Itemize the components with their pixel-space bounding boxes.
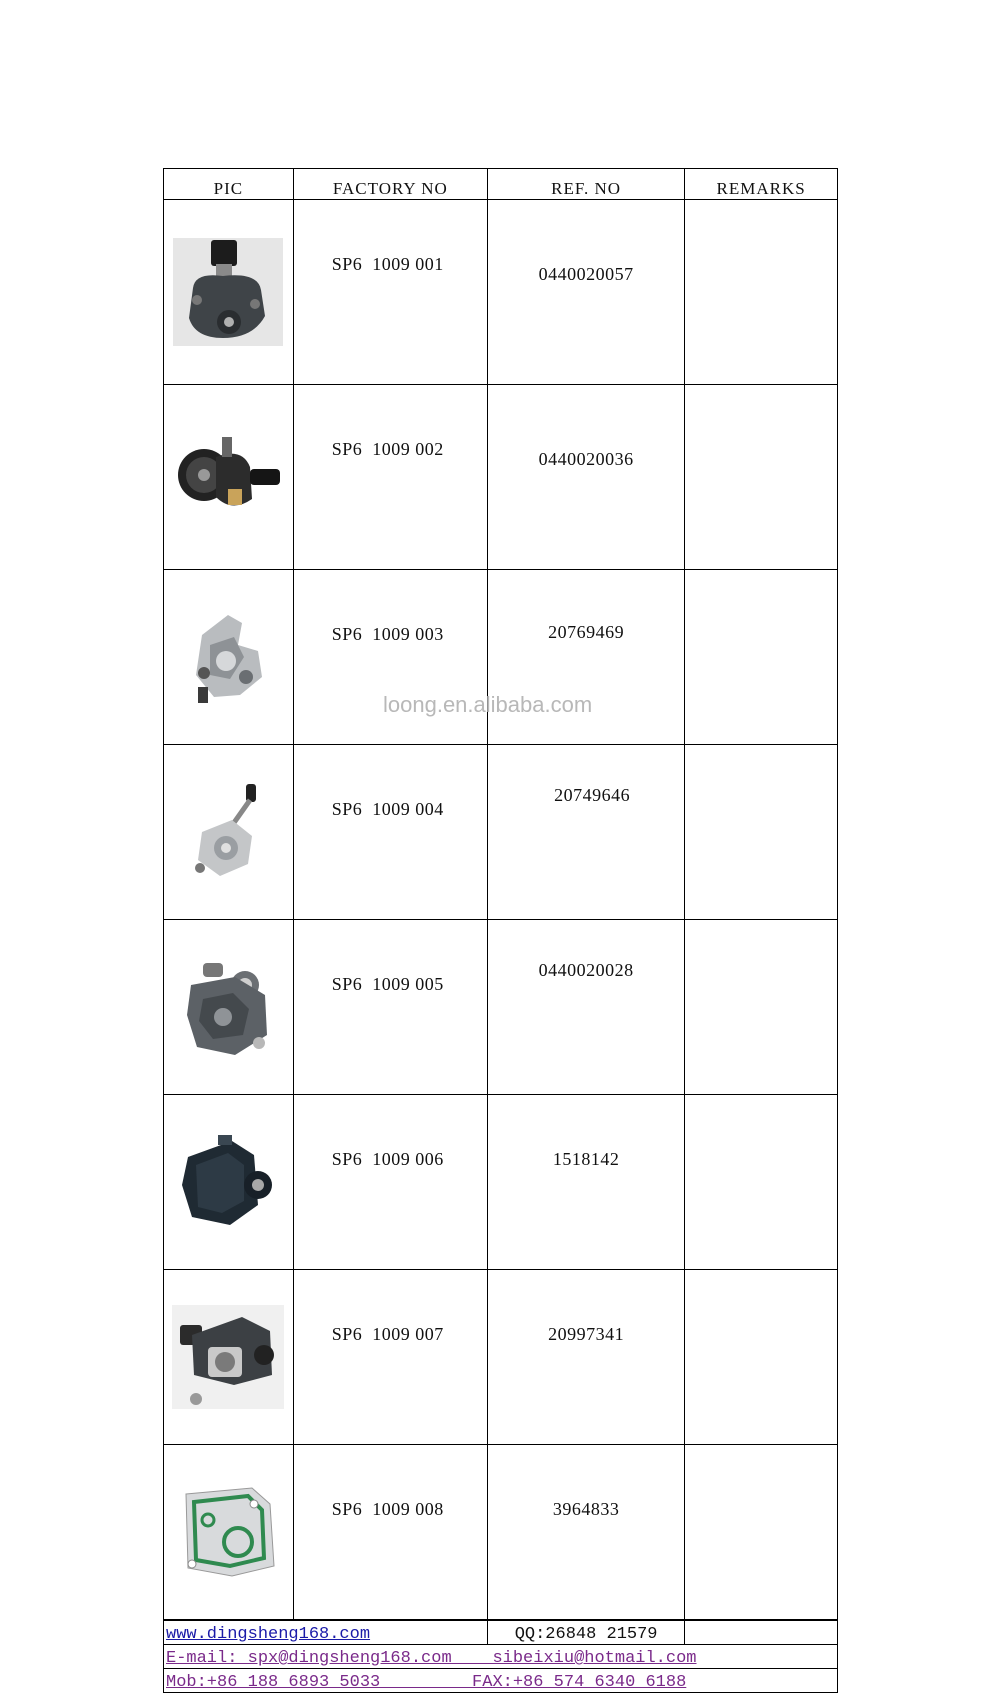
header-factory-no: FACTORY NO — [293, 169, 487, 200]
product-photo-cell — [164, 200, 293, 385]
remarks — [685, 920, 837, 1095]
ref-no: 20769469 — [548, 622, 625, 642]
footer-row-website — [164, 1621, 837, 1645]
fuel-pump-photo-icon — [173, 238, 283, 346]
factory-no: SP6 1009 003 — [293, 570, 487, 745]
table-header-row — [164, 169, 837, 200]
ref-no: 3964833 — [552, 1499, 620, 1519]
footer-empty-cell — [685, 1621, 837, 1645]
factory-no: SP6 1009 004 — [293, 745, 487, 920]
remarks — [685, 1095, 837, 1270]
remarks — [685, 745, 837, 920]
ref-no-cell — [487, 920, 684, 1095]
ref-no: 1518142 — [552, 1149, 620, 1169]
email-links[interactable]: E-mail: spx@dingsheng168.com sibeixiu@hotmail.com — [166, 1649, 697, 1668]
ref-no-cell — [487, 1445, 684, 1620]
ref-no-cell — [487, 385, 684, 570]
table-row — [164, 920, 837, 1095]
fuel-pump-photo-icon — [172, 427, 284, 527]
factory-no: SP6 1009 001 — [293, 200, 487, 385]
contact-footer — [164, 1620, 837, 1692]
header-remarks: REMARKS — [685, 169, 837, 200]
product-photo-cell — [164, 1095, 293, 1270]
table-row — [164, 570, 837, 745]
watermark-text: loong.en.alibaba.com — [383, 692, 593, 717]
ref-no-cell — [487, 570, 684, 745]
table-row — [164, 1445, 837, 1620]
remarks — [685, 200, 837, 385]
product-photo-cell — [164, 1270, 293, 1445]
remarks — [685, 1270, 837, 1445]
product-photo-cell — [164, 1445, 293, 1620]
table-row — [164, 745, 837, 920]
ref-no: 20749646 — [554, 785, 631, 805]
fuel-pump-photo-icon — [178, 1135, 278, 1229]
factory-no: SP6 1009 007 — [293, 1270, 487, 1445]
table-row — [164, 385, 837, 570]
ref-no: 20997341 — [548, 1324, 625, 1344]
ref-no: 0440020028 — [538, 960, 634, 980]
product-photo-cell — [164, 385, 293, 570]
website-link[interactable]: www.dingsheng168.com — [166, 1625, 371, 1644]
gasket-photo-icon — [178, 1484, 278, 1580]
ref-no-cell — [487, 1095, 684, 1270]
parts-sheet — [163, 168, 838, 1693]
product-photo-cell — [164, 570, 293, 745]
ref-no-cell — [487, 200, 684, 385]
fuel-pump-photo-icon — [183, 955, 273, 1059]
remarks — [685, 385, 837, 570]
ref-no: 0440020036 — [538, 449, 634, 469]
ref-no-cell — [487, 1270, 684, 1445]
product-photo-cell — [164, 920, 293, 1095]
table-row — [164, 1095, 837, 1270]
factory-no: SP6 1009 002 — [293, 385, 487, 570]
ref-no-cell — [487, 745, 684, 920]
fuel-pump-photo-icon — [172, 1305, 284, 1409]
header-ref-no: REF. NO — [487, 169, 684, 200]
table-row — [164, 200, 837, 385]
phone-fax: Mob:+86 188 6893 5033 FAX:+86 574 6340 6188 — [166, 1673, 687, 1692]
table-row — [164, 1270, 837, 1445]
fuel-pump-photo-icon — [180, 605, 276, 709]
factory-no: SP6 1009 008 — [293, 1445, 487, 1620]
footer-row-email — [164, 1645, 837, 1669]
footer-row-phone — [164, 1669, 837, 1693]
remarks — [685, 1445, 837, 1620]
ref-no: 0440020057 — [538, 264, 634, 284]
factory-no: SP6 1009 005 — [293, 920, 487, 1095]
factory-no: SP6 1009 006 — [293, 1095, 487, 1270]
parts-table — [164, 169, 837, 1620]
header-pic: PIC — [164, 169, 293, 200]
qq-number: QQ:26848 21579 — [487, 1621, 684, 1645]
remarks — [685, 570, 837, 745]
product-photo-cell — [164, 745, 293, 920]
fuel-pump-photo-icon — [186, 782, 270, 882]
